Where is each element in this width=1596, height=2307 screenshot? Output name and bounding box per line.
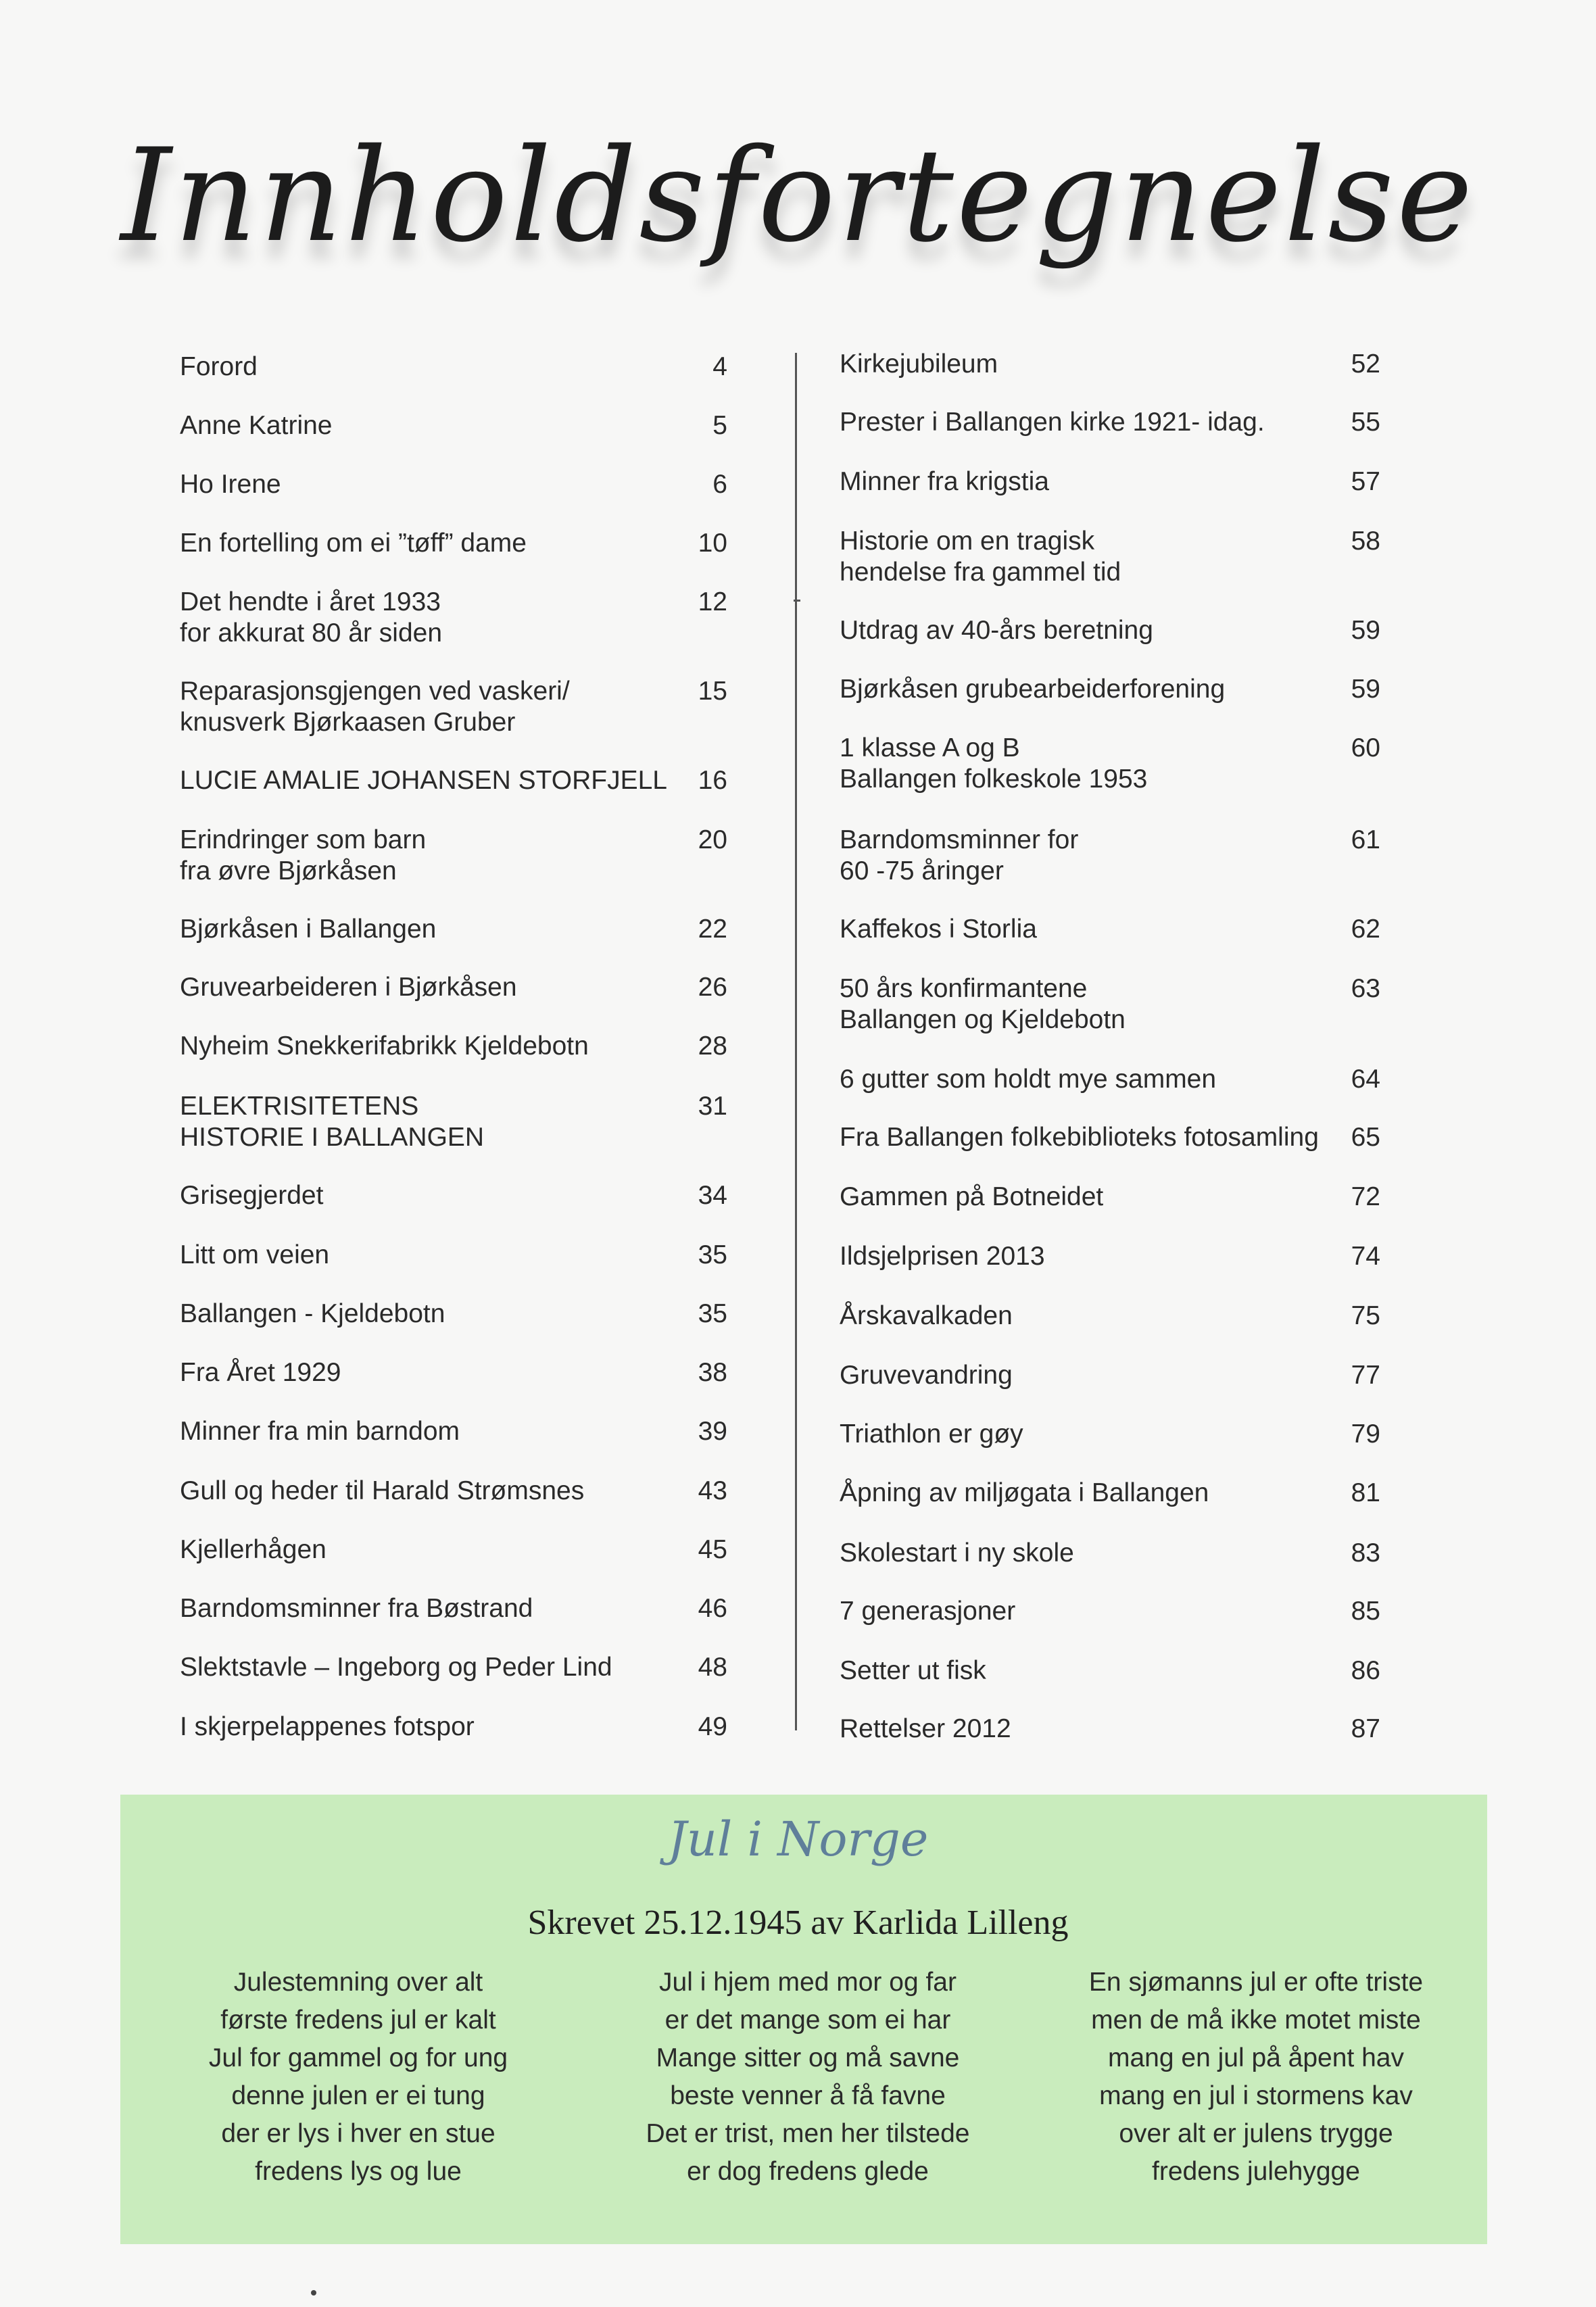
toc-entry-title: Det hendte i året 1933 for akkurat 80 år siden xyxy=(180,587,443,648)
toc-entry-title: Gull og heder til Harald Strømsnes xyxy=(180,1476,585,1505)
toc-entry-page: 75 xyxy=(1351,1301,1380,1330)
poem-byline: Skrevet 25.12.1945 av Karlida Lilleng xyxy=(527,1903,1069,1942)
toc-entry-title: Gammen på Botneidet xyxy=(840,1182,1104,1211)
toc-entry-title: I skjerpelappenes fotspor xyxy=(180,1712,475,1741)
toc-entry-page: 45 xyxy=(698,1535,727,1564)
poem-title: Jul i Norge xyxy=(667,1812,929,1867)
toc-entry-page: 55 xyxy=(1351,408,1380,437)
toc-entry-title: Setter ut fisk xyxy=(840,1656,986,1685)
toc-entry-page: 46 xyxy=(698,1594,727,1623)
toc-entry-page: 38 xyxy=(698,1358,727,1387)
toc-entry-page: 72 xyxy=(1351,1182,1380,1211)
toc-entry-page: 12 xyxy=(698,587,727,616)
toc-entry-page: 77 xyxy=(1351,1361,1380,1390)
toc-entry-page: 61 xyxy=(1351,825,1380,854)
column-divider xyxy=(795,353,797,1730)
toc-entry-page: 5 xyxy=(712,411,727,440)
toc-entry-title: ELEKTRISITETENS HISTORIE I BALLANGEN xyxy=(180,1092,485,1152)
toc-entry-page: 35 xyxy=(698,1240,727,1269)
toc-entry-title: Kjellerhågen xyxy=(180,1535,327,1564)
toc-entry-page: 81 xyxy=(1351,1478,1380,1507)
toc-entry-page: 83 xyxy=(1351,1538,1380,1568)
poem-line: er det mange som ei har xyxy=(664,2006,951,2035)
toc-entry-page: 20 xyxy=(698,825,727,854)
toc-entry-title: Minner fra min barndom xyxy=(180,1417,460,1446)
poem-line: Jul i hjem med mor og far xyxy=(659,1968,957,1997)
toc-entry-title: Grisegjerdet xyxy=(180,1181,324,1210)
poem-line: der er lys i hver en stue xyxy=(221,2119,495,2148)
page-dot xyxy=(311,2290,316,2296)
toc-entry-page: 31 xyxy=(698,1092,727,1121)
toc-entry-title: Utdrag av 40-års beretning xyxy=(840,616,1153,645)
toc-entry-title: Bjørkåsen i Ballangen xyxy=(180,915,437,944)
toc-entry-page: 6 xyxy=(712,470,727,499)
toc-entry-page: 16 xyxy=(698,766,727,795)
toc-entry-title: Prester i Ballangen kirke 1921- idag. xyxy=(840,408,1265,437)
toc-entry-title: Rettelser 2012 xyxy=(840,1714,1011,1743)
toc-entry-page: 87 xyxy=(1351,1714,1380,1743)
toc-entry-page: 86 xyxy=(1351,1656,1380,1685)
toc-entry-title: 7 generasjoner xyxy=(840,1597,1016,1626)
toc-entry-title: Nyheim Snekkerifabrikk Kjeldebotn xyxy=(180,1031,589,1061)
poem-line: fredens julehygge xyxy=(1152,2157,1360,2186)
toc-entry-title: Forord xyxy=(180,352,258,381)
toc-entry-title: Minner fra krigstia xyxy=(840,467,1049,496)
toc-entry-page: 79 xyxy=(1351,1419,1380,1449)
toc-entry-title: Gruvevandring xyxy=(840,1361,1013,1390)
poem-line: Jul for gammel og for ung xyxy=(208,2043,508,2072)
poem-stanza-1 xyxy=(142,1964,575,2191)
toc-entry-title: Fra Året 1929 xyxy=(180,1358,341,1387)
toc-entry-page: 26 xyxy=(698,973,727,1002)
toc-entry-page: 34 xyxy=(698,1181,727,1210)
toc-entry-page: 39 xyxy=(698,1417,727,1446)
poem-line: første fredens jul er kalt xyxy=(220,2006,496,2035)
toc-entry-page: 22 xyxy=(698,915,727,944)
toc-entry-title: Åpning av miljøgata i Ballangen xyxy=(840,1478,1209,1507)
toc-entry-title: 50 års konfirmantene Ballangen og Kjeldebotn xyxy=(840,974,1126,1034)
poem-line: beste venner å få favne xyxy=(670,2081,946,2110)
toc-entry-title: Barndomsminner fra Bøstrand xyxy=(180,1594,533,1623)
toc-entry-page: 74 xyxy=(1351,1242,1380,1271)
toc-entry-title: Erindringer som barn fra øvre Bjørkåsen xyxy=(180,825,427,885)
poem-line: fredens lys og lue xyxy=(255,2157,462,2186)
toc-entry-page: 43 xyxy=(698,1476,727,1505)
toc-entry-page: 57 xyxy=(1351,467,1380,496)
toc-entry-page: 59 xyxy=(1351,675,1380,704)
toc-entry-title: Triathlon er gøy xyxy=(840,1419,1023,1449)
toc-entry-title: Barndomsminner for 60 -75 åringer xyxy=(840,825,1079,885)
poem-line: Det er trist, men her tilstede xyxy=(646,2119,970,2148)
toc-entry-page: 60 xyxy=(1351,733,1380,762)
toc-entry-page: 15 xyxy=(698,677,727,706)
toc-entry-title: Fra Ballangen folkebiblioteks fotosamling xyxy=(840,1123,1319,1152)
toc-entry-title: Slektstavle – Ingeborg og Peder Lind xyxy=(180,1653,612,1682)
toc-entry-title: Skolestart i ny skole xyxy=(840,1538,1074,1568)
toc-entry-title: Bjørkåsen grubearbeiderforening xyxy=(840,675,1226,704)
toc-entry-title: Historie om en tragisk hendelse fra gammel tid xyxy=(840,527,1121,587)
toc-entry-title: 1 klasse A og B Ballangen folkeskole 1953 xyxy=(840,733,1148,794)
toc-entry-page: 48 xyxy=(698,1653,727,1682)
toc-entry-title: 6 gutter som holdt mye sammen xyxy=(840,1065,1217,1094)
poem-line: mang en jul i stormens kav xyxy=(1099,2081,1413,2110)
toc-entry-page: 58 xyxy=(1351,527,1380,556)
poem-line: men de må ikke motet miste xyxy=(1091,2006,1421,2035)
toc-entry-page: 59 xyxy=(1351,616,1380,645)
poem-line: Mange sitter og må savne xyxy=(656,2043,960,2072)
toc-entry-page: 28 xyxy=(698,1031,727,1061)
toc-entry-page: 85 xyxy=(1351,1597,1380,1626)
poem-line: denne julen er ei tung xyxy=(231,2081,485,2110)
page-title: Innholdsfortegnelse xyxy=(120,121,1476,270)
toc-entry-title: Gruvearbeideren i Bjørkåsen xyxy=(180,973,517,1002)
poem-line: Julestemning over alt xyxy=(233,1968,483,1997)
poem-stanza-3 xyxy=(1040,1964,1472,2191)
poem-line: over alt er julens trygge xyxy=(1119,2119,1393,2148)
toc-entry-title: En fortelling om ei ”tøff” dame xyxy=(180,529,527,558)
toc-entry-title: Anne Katrine xyxy=(180,411,333,440)
toc-entry-title: Reparasjonsgjengen ved vaskeri/ knusverk Bjørkaasen Gruber xyxy=(180,677,570,737)
toc-entry-title: Kirkejubileum xyxy=(840,349,998,379)
toc-entry-title: Ho Irene xyxy=(180,470,281,499)
poem-line: mang en jul på åpent hav xyxy=(1108,2043,1404,2072)
toc-entry-page: 64 xyxy=(1351,1065,1380,1094)
divider-tick xyxy=(794,600,800,602)
toc-entry-page: 63 xyxy=(1351,974,1380,1003)
toc-entry-page: 4 xyxy=(712,352,727,381)
toc-entry-title: Ballangen - Kjeldebotn xyxy=(180,1299,445,1328)
toc-entry-title: Ildsjelprisen 2013 xyxy=(840,1242,1045,1271)
toc-entry-page: 10 xyxy=(698,529,727,558)
toc-entry-page: 65 xyxy=(1351,1123,1380,1152)
toc-entry-title: LUCIE AMALIE JOHANSEN STORFJELL xyxy=(180,766,667,795)
toc-entry-title: Årskavalkaden xyxy=(840,1301,1013,1330)
toc-entry-page: 62 xyxy=(1351,915,1380,944)
toc-entry-page: 35 xyxy=(698,1299,727,1328)
poem-line: En sjømanns jul er ofte triste xyxy=(1088,1968,1424,1997)
poem-line: er dog fredens glede xyxy=(687,2157,929,2186)
toc-entry-page: 52 xyxy=(1351,349,1380,379)
toc-entry-title: Litt om veien xyxy=(180,1240,330,1269)
toc-entry-title: Kaffekos i Storlia xyxy=(840,915,1037,944)
poem-stanza-2 xyxy=(591,1964,1024,2191)
toc-entry-page: 49 xyxy=(698,1712,727,1741)
